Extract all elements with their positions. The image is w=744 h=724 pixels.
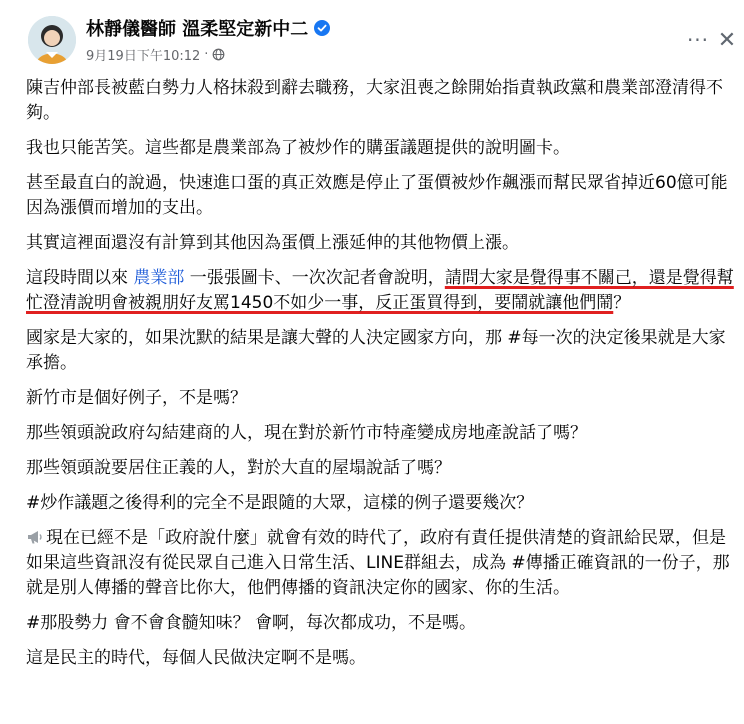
post-body	[26, 76, 736, 681]
author-name[interactable]	[86, 15, 330, 41]
post-meta	[86, 45, 225, 64]
post-paragraph: 我也只能苦笑。這些都是農業部為了被炒作的購蛋議題提供的說明圖卡。	[26, 138, 570, 158]
post-paragraph-highlighted	[26, 266, 736, 316]
post-paragraph: #炒作議題之後得利的完全不是跟隨的大眾，這樣的例子還要幾次？	[26, 493, 534, 513]
paragraph-text: 現在已經不是「政府說什麼」就會有效的時代了，政府有責任提供清楚的資訊給民眾，但是如果這些資訊沒有從民眾自己進入日常生活、LINE群組去，成為 #傳播正確資訊的一份子，那就是別人傳播的聲音比你大，他們傳播的資訊決定你的國家、你的生活。	[26, 528, 730, 598]
post-paragraph: 這是民主的時代，每個人民做決定啊不是嗎。	[26, 648, 366, 668]
megaphone-icon	[26, 528, 44, 546]
post-paragraph: 那些領頭說要居住正義的人，對於大直的屋塌說話了嗎？	[26, 458, 451, 478]
page-mention-link[interactable]: 農業部	[133, 268, 185, 288]
avatar[interactable]	[28, 16, 76, 64]
verified-badge-icon	[314, 20, 330, 36]
paragraph-text: 這段時間以來	[26, 268, 134, 288]
author-name-text[interactable]: 林靜儀醫師 溫柔堅定新中二	[86, 19, 309, 40]
post-paragraph: 那些領頭說政府勾結建商的人，現在對於新竹市特產變成房地產說話了嗎？	[26, 423, 587, 443]
post-paragraph: 其實這裡面還沒有計算到其他因為蛋價上漲延伸的其他物價上漲。	[26, 233, 519, 253]
post-paragraph	[26, 526, 736, 601]
post-timestamp[interactable]: 9月19日下午10:12	[86, 49, 201, 64]
close-button[interactable]: ✕	[717, 27, 737, 53]
red-underlined-text: 請問大家是覺得事不關己，還是覺得幫忙澄清說明會被親朋好友罵1450不如少一事，反正蛋買得到，要鬧就讓他們鬧	[26, 268, 734, 313]
post-paragraph: 國家是大家的，如果沈默的結果是讓大聲的人決定國家方向，那 #每一次的決定後果就是大家承擔。	[26, 328, 726, 373]
paragraph-text: 一張張圖卡、一次次記者會說明，	[184, 268, 445, 288]
globe-icon[interactable]	[212, 48, 225, 61]
post-header	[0, 0, 744, 76]
post-paragraph: 新竹市是個好例子，不是嗎？	[26, 388, 247, 408]
meta-separator: ·	[204, 47, 209, 62]
avatar-image	[28, 16, 76, 64]
post-paragraph: #那股勢力 會不會食髓知味？ 會啊，每次都成功，不是嗎。	[26, 613, 477, 633]
more-options-button[interactable]: ···	[686, 28, 710, 52]
paragraph-text: ？	[613, 293, 631, 313]
post-paragraph: 甚至最直白的說過，快速進口蛋的真正效應是停止了蛋價被炒作飆漲而幫民眾省掉近60億可能因為漲價而增加的支出。	[26, 173, 728, 218]
post-paragraph: 陳吉仲部長被藍白勢力人格抹殺到辭去職務，大家沮喪之餘開始指責執政黨和農業部澄清得不夠。	[26, 78, 723, 123]
